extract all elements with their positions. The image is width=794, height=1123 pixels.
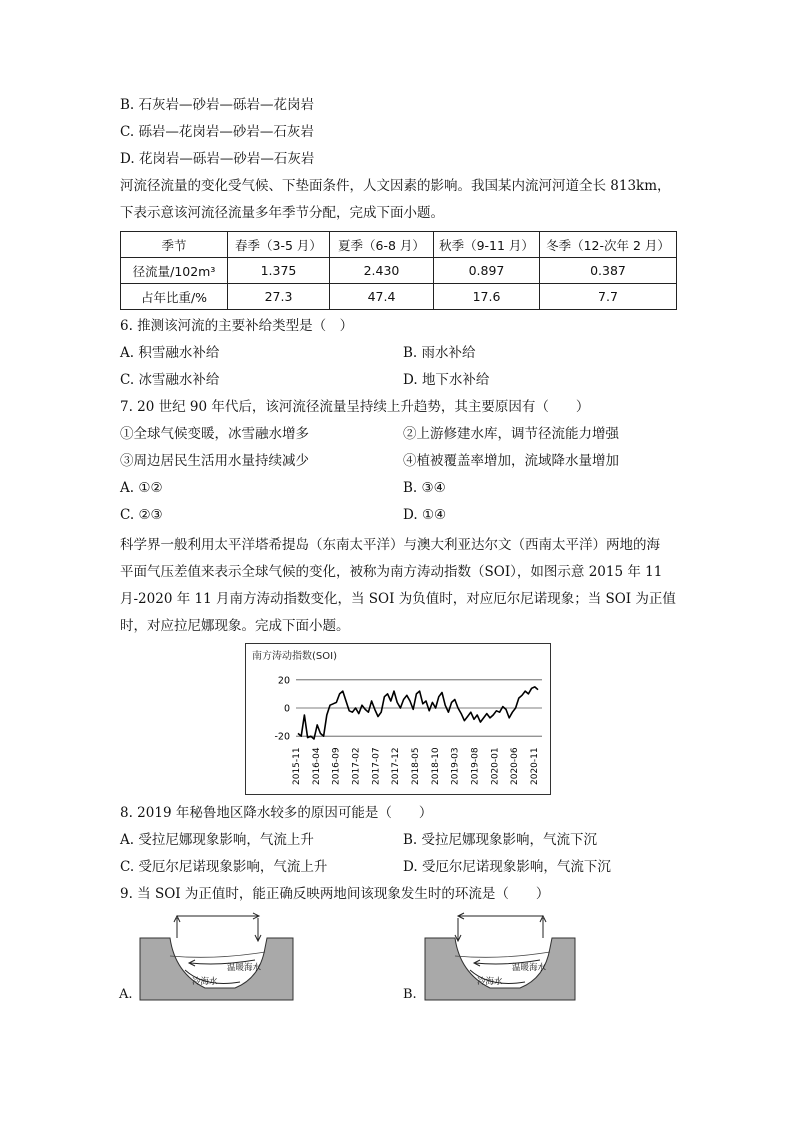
q8-stem: 8. 2019 年秘鲁地区降水较多的原因可能是（ ）: [120, 805, 433, 821]
q8-option-d: D. 受厄尔尼诺现象影响，气流下沉: [403, 859, 611, 875]
soi-series-line: [298, 687, 538, 739]
q6-option-b: B. 雨水补给: [403, 345, 476, 361]
q7-item-4: ④植被覆盖率增加，流域降水量增加: [403, 453, 619, 469]
x-tick-label: 2018-05: [411, 747, 421, 785]
x-tick-label: 2020-01: [490, 747, 501, 785]
x-tick-label: 2017-02: [351, 747, 362, 785]
q9-stem: 9. 当 SOI 为正值时，能正确反映两地间该现象发生时的环流是（ ）: [120, 886, 550, 902]
warm-water-label: 温暖海水: [512, 963, 547, 973]
q6-option-a: A. 积雪融水补给: [120, 345, 220, 361]
q7-stem: 7. 20 世纪 90 年代后，该河流径流量呈持续上升趋势，其主要原因有（ ）: [120, 399, 590, 415]
cold-water-label: 冷海水: [192, 977, 218, 987]
seabed-shape: [425, 938, 575, 1000]
q5-option-b: B. 石灰岩—砂岩—砾岩—花岗岩: [120, 97, 315, 113]
q7-item-2: ②上游修建水库，调节径流能力增强: [403, 426, 619, 442]
soi-chart-frame: [245, 643, 551, 795]
x-tick-label: 2016-09: [331, 747, 342, 785]
cold-water-label: 冷海水: [477, 977, 503, 987]
table-row: [121, 284, 677, 310]
q7-option-c: C. ②③: [120, 507, 163, 523]
chart-title: 南方涛动指数(SOI): [252, 651, 337, 662]
table-cell: 0.387: [540, 258, 677, 284]
q7-option-d: D. ①④: [403, 507, 447, 523]
q9-diagram-a: [135, 908, 295, 1003]
thermocline-line: [170, 952, 265, 957]
table-header-cell: 秋季（9-11 月）: [434, 232, 540, 258]
y-tick-label: 0: [283, 703, 290, 715]
runoff-table: [120, 231, 677, 310]
table-cell: 7.7: [540, 284, 677, 310]
y-tick-label: -20: [274, 731, 290, 743]
q8-option-a: A. 受拉尼娜现象影响，气流上升: [120, 832, 314, 848]
seabed-shape: [140, 938, 293, 1000]
q8-option-b: B. 受拉尼娜现象影响，气流下沉: [403, 832, 598, 848]
q6-stem: 6. 推测该河流的主要补给类型是（ ）: [120, 318, 354, 334]
table-cell: 0.897: [434, 258, 540, 284]
soi-intro-line-1: 科学界一般利用太平洋塔希提岛（东南太平洋）与澳大利亚达尔文（西南太平洋）两地的海: [120, 537, 660, 553]
soi-intro-line-4: 时，对应拉尼娜现象。完成下面小题。: [120, 618, 350, 634]
warm-water-label: 温暖海水: [227, 963, 262, 973]
x-tick-label: 2020-06: [510, 747, 521, 785]
table-cell: 1.375: [228, 258, 330, 284]
table-cell: 径流量/102m³: [121, 258, 228, 284]
y-tick-label: 20: [277, 675, 290, 687]
river-intro-line-1: 河流径流量的变化受气候、下垫面条件，人文因素的影响。我国某内流河河道全长 813km，: [120, 178, 671, 194]
x-tick-label: 2019-03: [450, 747, 461, 785]
x-tick-label: 2016-04: [311, 747, 322, 785]
table-cell: 17.6: [434, 284, 540, 310]
table-header-row: [121, 232, 677, 258]
table-cell: 27.3: [228, 284, 330, 310]
q9-option-a-label: A.: [119, 987, 133, 1002]
thermocline-line: [455, 952, 550, 957]
table-header-cell: 季节: [121, 232, 228, 258]
q5-option-c: C. 砾岩—花岗岩—砂岩—石灰岩: [120, 124, 314, 140]
q7-item-1: ①全球气候变暖，冰雪融水增多: [120, 426, 309, 442]
table-cell: 占年比重/%: [121, 284, 228, 310]
x-tick-label: 2017-12: [391, 747, 402, 785]
q8-option-c: C. 受厄尔尼诺现象影响，气流上升: [120, 859, 328, 875]
q9-option-b-label: B.: [403, 987, 417, 1002]
soi-intro-line-3: 月-2020 年 11 月南方涛动指数变化，当 SOI 为负值时，对应厄尔尼诺现象；当 SOI 为正值: [120, 591, 676, 607]
soi-intro-line-2: 平面气压差值来表示全球气候的变化，被称为南方涛动指数（SOI），如图示意 2015 年 11: [120, 564, 663, 580]
q7-item-3: ③周边居民生活用水量持续减少: [120, 453, 309, 469]
table-header-cell: 春季（3-5 月）: [228, 232, 330, 258]
table-row: [121, 258, 677, 284]
q7-option-a: A. ①②: [120, 480, 163, 496]
q5-option-d: D. 花岗岩—砾岩—砂岩—石灰岩: [120, 151, 315, 167]
x-tick-label: 2018-10: [430, 747, 441, 785]
q9-diagram-b: [420, 908, 580, 1003]
table-cell: 2.430: [330, 258, 434, 284]
x-tick-label: 2020-11: [530, 747, 540, 785]
x-tick-label: 2015-11: [292, 747, 302, 785]
river-intro-line-2: 下表示意该河流径流量多年季节分配，完成下面小题。: [120, 205, 444, 221]
q6-option-d: D. 地下水补给: [403, 372, 490, 388]
q6-option-c: C. 冰雪融水补给: [120, 372, 220, 388]
soi-chart: [246, 644, 550, 794]
x-tick-label: 2017-07: [371, 747, 382, 785]
q7-option-b: B. ③④: [403, 480, 446, 496]
table-cell: 47.4: [330, 284, 434, 310]
x-tick-label: 2019-08: [470, 747, 481, 785]
table-header-cell: 冬季（12-次年 2 月）: [540, 232, 677, 258]
table-header-cell: 夏季（6-8 月）: [330, 232, 434, 258]
